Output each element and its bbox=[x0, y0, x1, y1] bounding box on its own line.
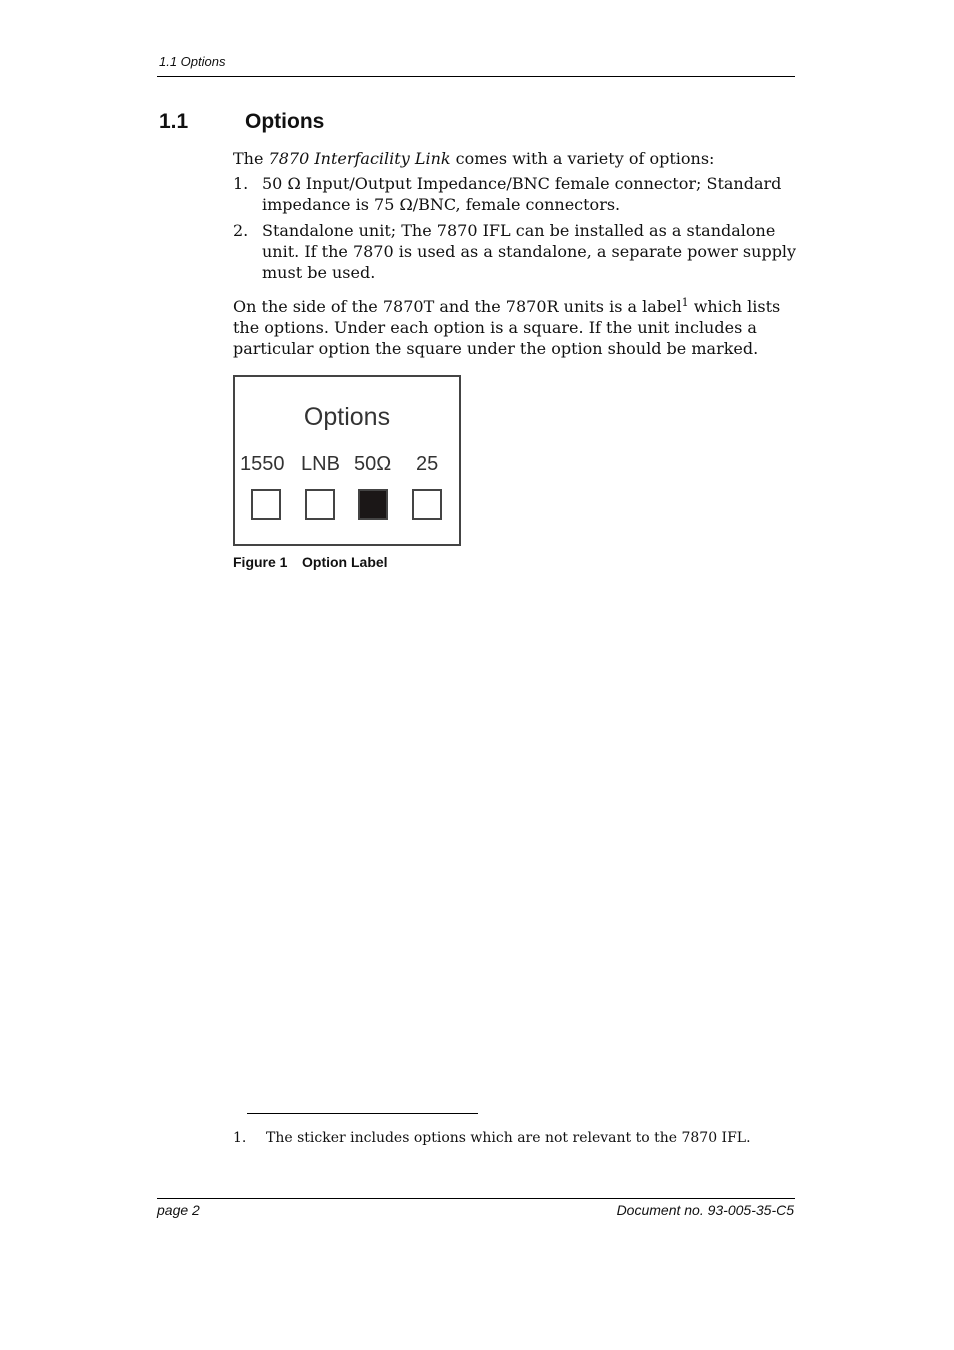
option-name: 25 bbox=[416, 453, 439, 475]
list-marker: 1. bbox=[233, 174, 249, 193]
page-number: page 2 bbox=[157, 1202, 200, 1218]
running-header: 1.1 Options bbox=[159, 54, 226, 69]
figure-caption-text: Option Label bbox=[302, 554, 388, 570]
list-item bbox=[233, 173, 799, 215]
option-checkbox bbox=[305, 489, 335, 520]
list-item bbox=[233, 220, 799, 283]
option-checkbox bbox=[358, 489, 388, 520]
footnote-marker: 1. bbox=[233, 1130, 247, 1146]
figure-caption bbox=[233, 554, 388, 570]
list-item-text: 50 Ω Input/Output Impedance/BNC female connector; Standard impedance is 75 Ω/BNC, female connectors. bbox=[262, 174, 782, 214]
section-number: 1.1 bbox=[159, 110, 189, 133]
list-marker: 2. bbox=[233, 221, 249, 240]
footnote bbox=[233, 1130, 751, 1146]
figure-number: Figure 1 bbox=[233, 554, 288, 570]
option-label-figure bbox=[233, 375, 461, 546]
section-heading bbox=[159, 110, 324, 134]
option-name: LNB bbox=[301, 453, 340, 475]
option-name: 1550 bbox=[240, 453, 285, 475]
header-rule bbox=[157, 76, 795, 77]
intro-paragraph bbox=[233, 148, 799, 169]
paragraph-text-continued: which lists the options. Under each option is a square. If the unit includes a particular option the square under the option should be marked. bbox=[233, 297, 781, 358]
footnote-reference[interactable]: 1 bbox=[681, 296, 689, 309]
option-name: 50Ω bbox=[354, 453, 392, 475]
options-list bbox=[233, 173, 799, 288]
intro-lead: The bbox=[233, 149, 269, 168]
footnote-rule bbox=[247, 1113, 478, 1114]
section-title: Options bbox=[245, 110, 325, 133]
option-checkbox bbox=[412, 489, 442, 520]
label-description-paragraph bbox=[233, 296, 799, 359]
product-name: 7870 Interfacility Link bbox=[268, 149, 451, 168]
paragraph-text: On the side of the 7870T and the 7870R units is a label bbox=[233, 297, 682, 316]
option-checkbox bbox=[251, 489, 281, 520]
list-item-text: Standalone unit; The 7870 IFL can be installed as a standalone unit. If the 7870 is used as a standalone, a separate power supply must be used. bbox=[262, 221, 797, 282]
intro-tail: comes with a variety of options: bbox=[450, 149, 715, 168]
document-number: Document no. 93-005-35-C5 bbox=[616, 1202, 794, 1218]
footnote-text: The sticker includes options which are not relevant to the 7870 IFL. bbox=[266, 1130, 751, 1146]
footer-rule bbox=[157, 1198, 795, 1199]
option-label-title: Options bbox=[303, 403, 391, 431]
